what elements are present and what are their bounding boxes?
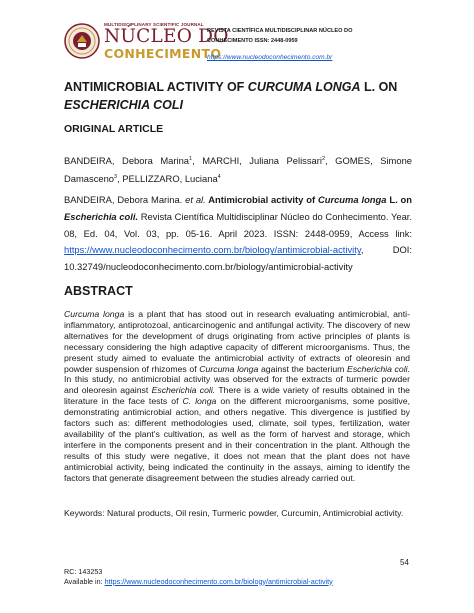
author-affiliation: 3	[114, 174, 118, 180]
footer-available-label: Available in:	[64, 576, 105, 586]
title-part: L. ON	[360, 80, 398, 94]
journal-website-link[interactable]: https://www.nucleodoconhecimento.com.br	[207, 54, 333, 61]
journal-header	[64, 14, 420, 66]
abstract-heading: ABSTRACT	[64, 284, 133, 298]
article-type-heading: ORIGINAL ARTICLE	[64, 123, 164, 135]
abstract-text: C. longa	[182, 396, 217, 407]
citation-text: Revista Científica Multidisciplinar Núcleo do Conhecimento. Year. 08, Ed. 04, Vol. 03, pp. 05-16. April 2023. ISSN: 2448-0959, Access link:	[64, 210, 412, 239]
abstract-text: is a plant that has stood out in research evaluating antimicrobial, anti-inflammatory, antiprotozoal, anticarcinogenic and antifungal activity. The discovery of new alternatives for the development of drugs originating from active principles of plants is necessary considering the high adaptive capacity of different microorganisms. Thus, the present study aimed to evaluate the antimicrobial activity of extracts of oleoresin and powder suspension of rhizomes of	[64, 309, 410, 374]
author-name: , MARCHI, Juliana Pelissari	[192, 155, 322, 166]
page-number: 54	[400, 558, 409, 567]
author-affiliation: 2	[321, 156, 326, 162]
author-list	[64, 151, 412, 187]
article-title	[64, 78, 412, 114]
citation-title: L. on	[386, 194, 412, 205]
footer-rc: RC: 143253	[64, 567, 103, 576]
journal-seal-icon	[64, 23, 100, 59]
journal-name-line1: REVISTA CIENTÍFICA MULTIDISCIPLINAR NÚCLEO DO	[207, 28, 353, 34]
title-part: ANTIMICROBIAL ACTIVITY OF	[64, 80, 248, 94]
abstract-text: There is a wide variety of results obtained in the literature in the face tests of	[64, 385, 410, 407]
logo-tagline: MULTIDISCIPLINARY SCIENTIFIC JOURNAL	[104, 22, 204, 27]
abstract-text: Escherichia coli.	[151, 385, 216, 396]
footer-link[interactable]: https://www.nucleodoconhecimento.com.br/biology/antimicrobial-activity	[104, 576, 333, 586]
page-footer	[64, 567, 333, 586]
citation-title-bacterium: Escherichia coli.	[64, 210, 139, 222]
keywords: Keywords: Natural products, Oil resin, Turmeric powder, Curcumin, Antimicrobial activity.	[64, 508, 404, 518]
author-affiliation: 1	[189, 156, 193, 162]
abstract-body	[64, 309, 410, 484]
citation-text: et al.	[185, 194, 206, 205]
author-affiliation: 4	[217, 174, 221, 180]
journal-logo[interactable]	[64, 22, 229, 62]
citation-text: BANDEIRA, Debora Marina.	[64, 194, 186, 205]
citation-doi: , DOI: 10.32749/nucleodoconhecimento.com.br/biology/antimicrobial-activity	[64, 244, 412, 273]
citation-access-link[interactable]: https://www.nucleodoconhecimento.com.br/biology/antimicrobial-activity	[64, 244, 361, 256]
abstract-text: Curcuma longa	[64, 309, 125, 319]
abstract-text: against the bacterium	[258, 363, 348, 374]
citation-title: Antimicrobial activity of	[205, 194, 318, 205]
author-name: , GOMES, Simone Damasceno	[64, 155, 413, 184]
abstract-text: In this study, no antimicrobial activity was observed for the extracts of turmeric powder and oleoresin against	[64, 374, 410, 396]
title-species: CURCUMA LONGA	[247, 80, 361, 94]
author-name: , PELLIZZARO, Luciana	[117, 173, 218, 184]
citation-title-species: Curcuma longa	[317, 194, 387, 205]
journal-name	[207, 26, 420, 46]
abstract-text: on the different microorganisms, some positive, demonstrating antimicrobial action, and others negative. This divergence is justified by factors such as: different methodologies used, climate, soil types, fertilization, water availability of the plant's cultivation, as well as the form of harvest and storage, which interfere in the components present and in their concentration in the plant. Although the results of this study were negative, it does not mean that the plant does not have antimicrobial activity, being indicated the continuity in the assays, aiming to identify the factors that generate disagreement between the studies already carried out.	[64, 396, 411, 483]
title-bacterium: ESCHERICHIA COLI	[64, 98, 183, 112]
journal-name-line2: CONHECIMENTO ISSN: 2448-0959	[207, 38, 298, 44]
citation-block	[64, 192, 412, 276]
abstract-text: Curcuma longa	[199, 363, 259, 374]
logo-subtitle: CONHECIMENTO	[104, 46, 222, 61]
author-name: BANDEIRA, Debora Marina	[64, 155, 189, 166]
logo-title: NÚCLEO DO	[104, 26, 229, 47]
abstract-text: Escherichia coli.	[347, 363, 410, 374]
